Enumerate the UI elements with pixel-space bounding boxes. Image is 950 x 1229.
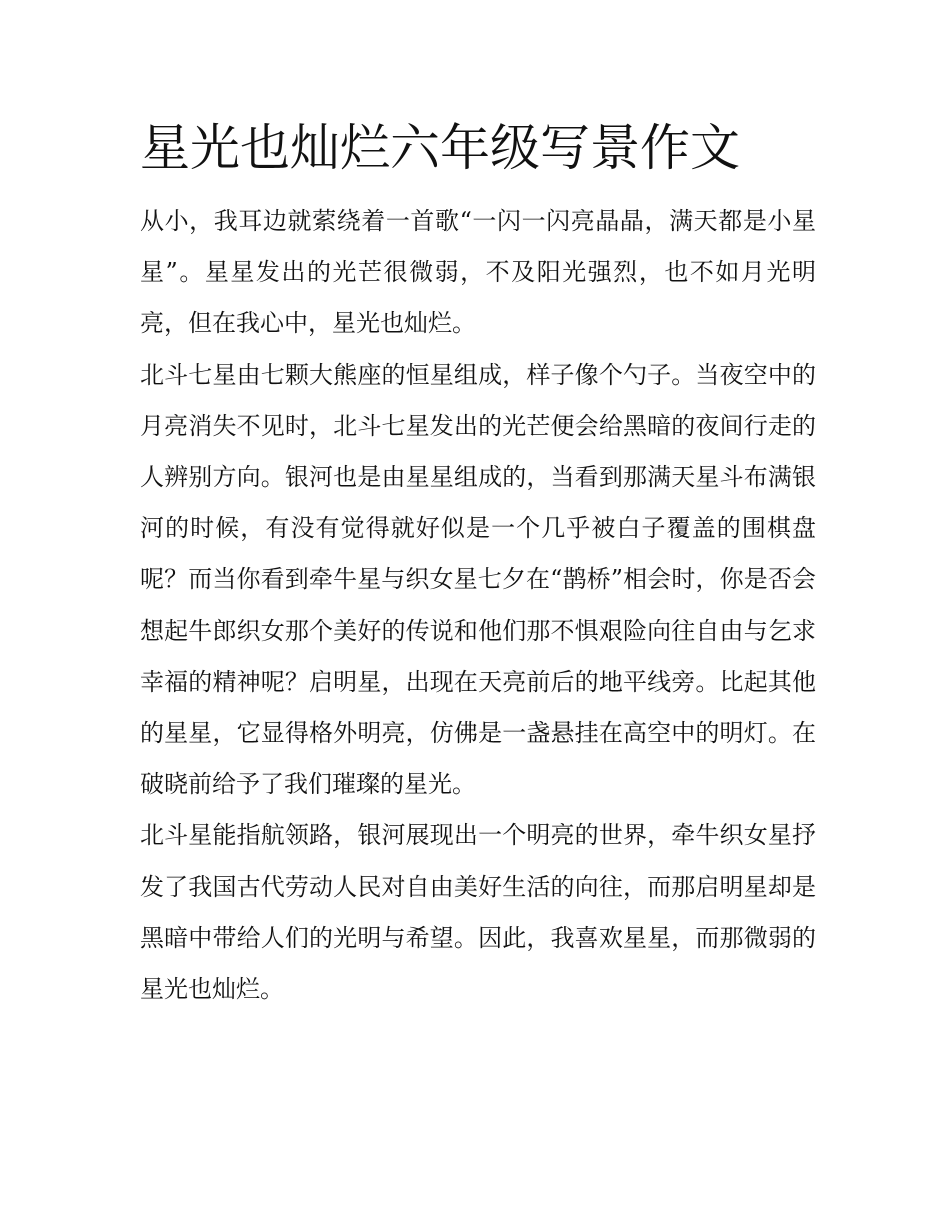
paragraph-1: 从小，我耳边就萦绕着一首歌“一闪一闪亮晶晶，满天都是小星星”。星星发出的光芒很微弱，不及阳光强烈，也不如月光明亮，但在我心中，星光也灿烂。 (140, 207, 816, 338)
document-content (140, 112, 816, 1015)
paragraph-3: 北斗星能指航领路，银河展现出一个明亮的世界，牵牛织女星抒发了我国古代劳动人民对自由美好生活的向往，而那启明星却是黑暗中带给人们的光明与希望。因此，我喜欢星星，而那微弱的星光也灿烂。 (140, 821, 816, 1004)
paragraph-2: 北斗七星由七颗大熊座的恒星组成，样子像个勺子。当夜空中的月亮消失不见时，北斗七星发出的光芒便会给黑暗的夜间行走的人辨别方向。银河也是由星星组成的，当看到那满天星斗布满银河的时候，有没有觉得就好似是一个几乎被白子覆盖的围棋盘呢？而当你看到牵牛星与织女星七夕在“鹊桥”相会时，你是否会想起牛郎织女那个美好的传说和他们那不惧艰险向往自由与乞求幸福的精神呢？启明星，出现在天亮前后的地平线旁。比起其他的星星，它显得格外明亮，仿佛是一盏悬挂在高空中的明灯。在破晓前给予了我们璀璨的星光。 (140, 360, 816, 799)
page-title: 星光也灿烂六年级写景作文 (140, 119, 740, 177)
document-body (140, 196, 816, 1015)
